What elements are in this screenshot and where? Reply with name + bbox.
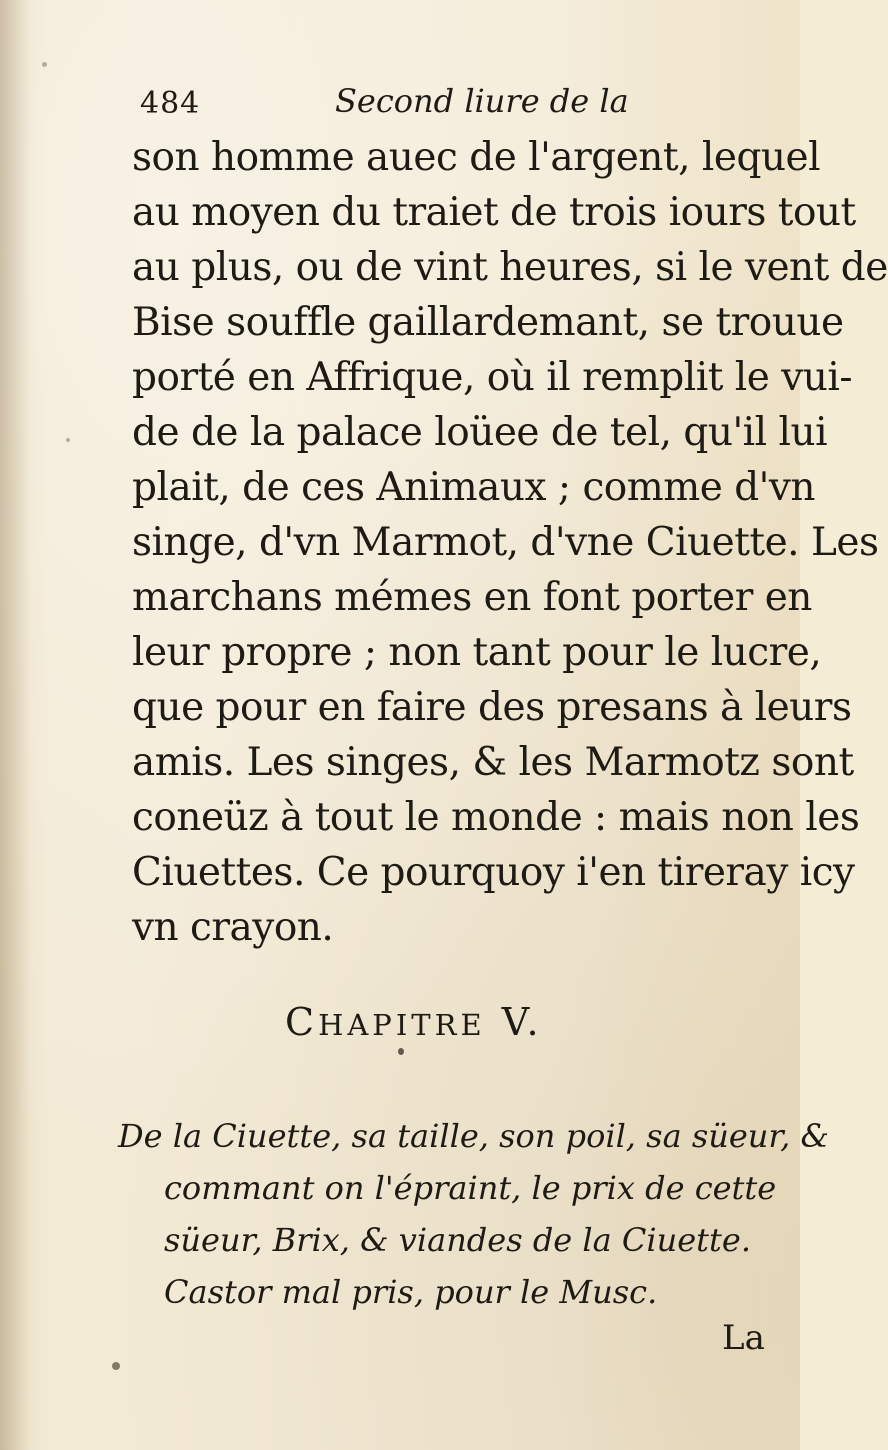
summary-line: De la Ciuette, sa taille, son poil, sa süeur, & — [118, 1117, 829, 1155]
gutter-shadow — [0, 0, 30, 1450]
text-line: coneüz à tout le monde : mais non les — [132, 795, 860, 840]
text-line: que pour en faire des presans à leurs — [132, 685, 852, 730]
running-head: Second liure de la — [335, 82, 629, 120]
page-header — [140, 80, 660, 130]
text-line: Ciuettes. Ce pourquoy i'en tireray icy — [132, 850, 855, 895]
chapter-summary — [118, 1110, 829, 1318]
catchword: La — [722, 1318, 765, 1358]
text-line: de de la palace loüee de tel, qu'il lui — [132, 410, 828, 455]
text-line: leur propre ; non tant pour le lucre, — [132, 630, 822, 675]
page-number: 484 — [140, 86, 201, 121]
text-line: plait, de ces Animaux ; comme d'vn — [132, 465, 816, 510]
ink-speck — [42, 62, 47, 67]
text-line: marchans mémes en font porter en — [132, 575, 812, 620]
text-line: son homme auec de l'argent, lequel — [132, 135, 821, 180]
main-text — [132, 130, 888, 955]
summary-line: commant on l'épraint, le prix de cette — [164, 1169, 777, 1207]
text-line: singe, d'vn Marmot, d'vne Ciuette. Les — [132, 520, 879, 565]
chapter-number: V. — [501, 1000, 543, 1044]
summary-line: Castor mal pris, pour le Musc. — [164, 1273, 658, 1311]
text-line: amis. Les singes, & les Marmotz sont — [132, 740, 854, 785]
text-line: Bise souffle gaillardemant, se trouue — [132, 300, 844, 345]
text-line: au moyen du traiet de trois iours tout — [132, 190, 856, 235]
chapter-word: HAPITRE — [318, 1008, 486, 1042]
text-line: porté en Affrique, où il remplit le vui- — [132, 355, 853, 400]
chapter-initial: C — [285, 1000, 319, 1044]
ink-speck — [66, 438, 70, 442]
ink-speck — [112, 1362, 120, 1370]
chapter-heading — [285, 1000, 543, 1044]
summary-line: süeur, Brix, & viandes de la Ciuette. — [164, 1221, 751, 1259]
text-line: vn crayon. — [132, 905, 334, 950]
ink-speck — [398, 1048, 404, 1055]
text-line: au plus, ou de vint heures, si le vent de — [132, 245, 888, 290]
